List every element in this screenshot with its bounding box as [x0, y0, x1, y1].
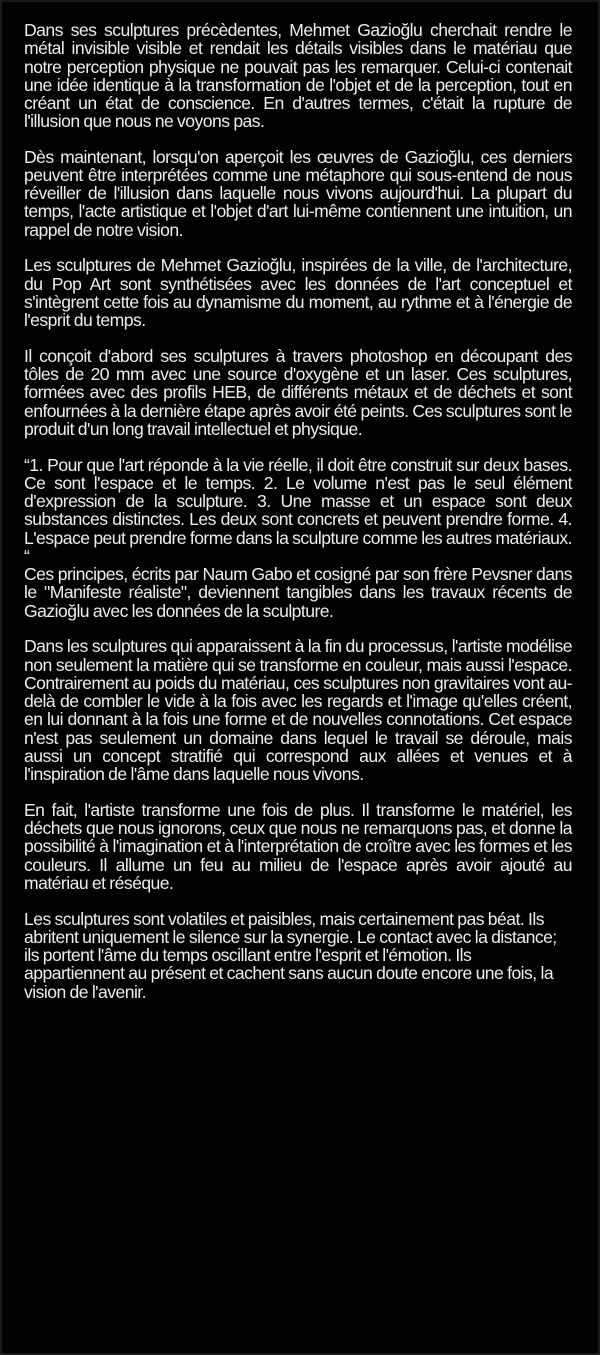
paragraph-transformation: En fait, l'artiste transforme une fois de plus. Il transforme le matériel, les déchets que nous ignorons, ceux que nous ne remarquons pas, et donne la possibilité à l'imagination et à l'interprétation de croître avec les formes et les couleurs. Il allume un feu au milieu de l'espace après avoir ajouté au matériau et réséque. — [24, 799, 572, 893]
document-page — [2, 2, 598, 1353]
paragraph-inspiration: Les sculptures de Mehmet Gazioğlu, inspirées de la ville, de l'architecture, du Pop Art sont synthétisées avec les données de l'art conceptuel et s'intègrent cette fois au dynamisme du moment, au rythme et à l'énergie de l'esprit du temps. — [24, 255, 572, 330]
article-body — [24, 21, 572, 1018]
paragraph-manifesto: Ces principes, écrits par Naum Gabo et cosigné par son frère Pevsner dans le "Manifeste réaliste", deviennent tangibles dans les travaux récents de Gazioğlu avec les données de la sculpture. — [24, 564, 572, 621]
paragraph-quote: “1. Pour que l'art réponde à la vie réelle, il doit être construit sur deux bases. Ce sont l'espace et le temps. 2. Le volume n'est pas le seul élément d'expression de la sculpture. 3. Une masse et un espace sont deux substances distinctes. Les deux sont concrets et peuvent prendre forme. 4. L'espace peut prendre forme dans la sculpture comme les autres matériaux. “ — [24, 454, 572, 566]
paragraph-process: Il conçoit d'abord ses sculptures à travers photoshop en découpant des tôles de 20 mm avec une source d'oxygène et un laser. Ces sculptures, formées avec des profils HEB, de différents métaux et de déchets et sont enfournées à la dernière étape après avoir été peints. Ces sculptures sont le produit d'un long travail intellectuel et physique. — [24, 345, 572, 439]
paragraph-metaphor: Dès maintenant, lorsqu'on aperçoit les œuvres de Gazioğlu, ces derniers peuvent être interprétées comme une métaphore qui sous-entend de nous réveiller de l'illusion dans laquelle nous vivons aujourd'hui. La plupart du temps, l'acte artistique et l'objet d'art lui-même contiennent une intuition, un rappel de notre vision. — [24, 146, 572, 240]
paragraph-conclusion: Les sculptures sont volatiles et paisibles, mais certainement pas béat. Ils abritent uniquement le silence sur la synergie. Le contact avec la distance; ils portent l'âme du temps oscillant entre l'esprit et l'émotion. Ils appartiennent au présent et cachent sans aucun doute encore une fois, la vision de l'avenir. — [24, 908, 557, 1002]
paragraph-intro: Dans ses sculptures précèdentes, Mehmet Gazioğlu cherchait rendre le métal invisible visible et rendait les détails visibles dans le matériau que notre perception physique ne pouvait pas les remarquer. Celui-ci contenait une idée identique à la transformation de l'objet et de la perception, tout en créant un état de conscience. En d'autres termes, c'était la rupture de l'illusion que nous ne voyons pas. — [24, 20, 572, 132]
paragraph-space: Dans les sculptures qui apparaissent à la fin du processus, l'artiste modélise non seulement la matière qui se transforme en couleur, mais aussi l'espace. Contrairement au poids du matériau, ces sculptures non gravitaires vont au-delà de combler le vide à la fois avec les regards et l'image qu'elles créent, en lui donnant à la fois une forme et de nouvelles connotations. Cet espace n'est pas seulement un domaine dans lequel le travail se déroule, mais aussi un concept stratifié qui correspond aux allées et venues et à l'inspiration de l'âme dans laquelle nous vivons. — [24, 636, 572, 784]
